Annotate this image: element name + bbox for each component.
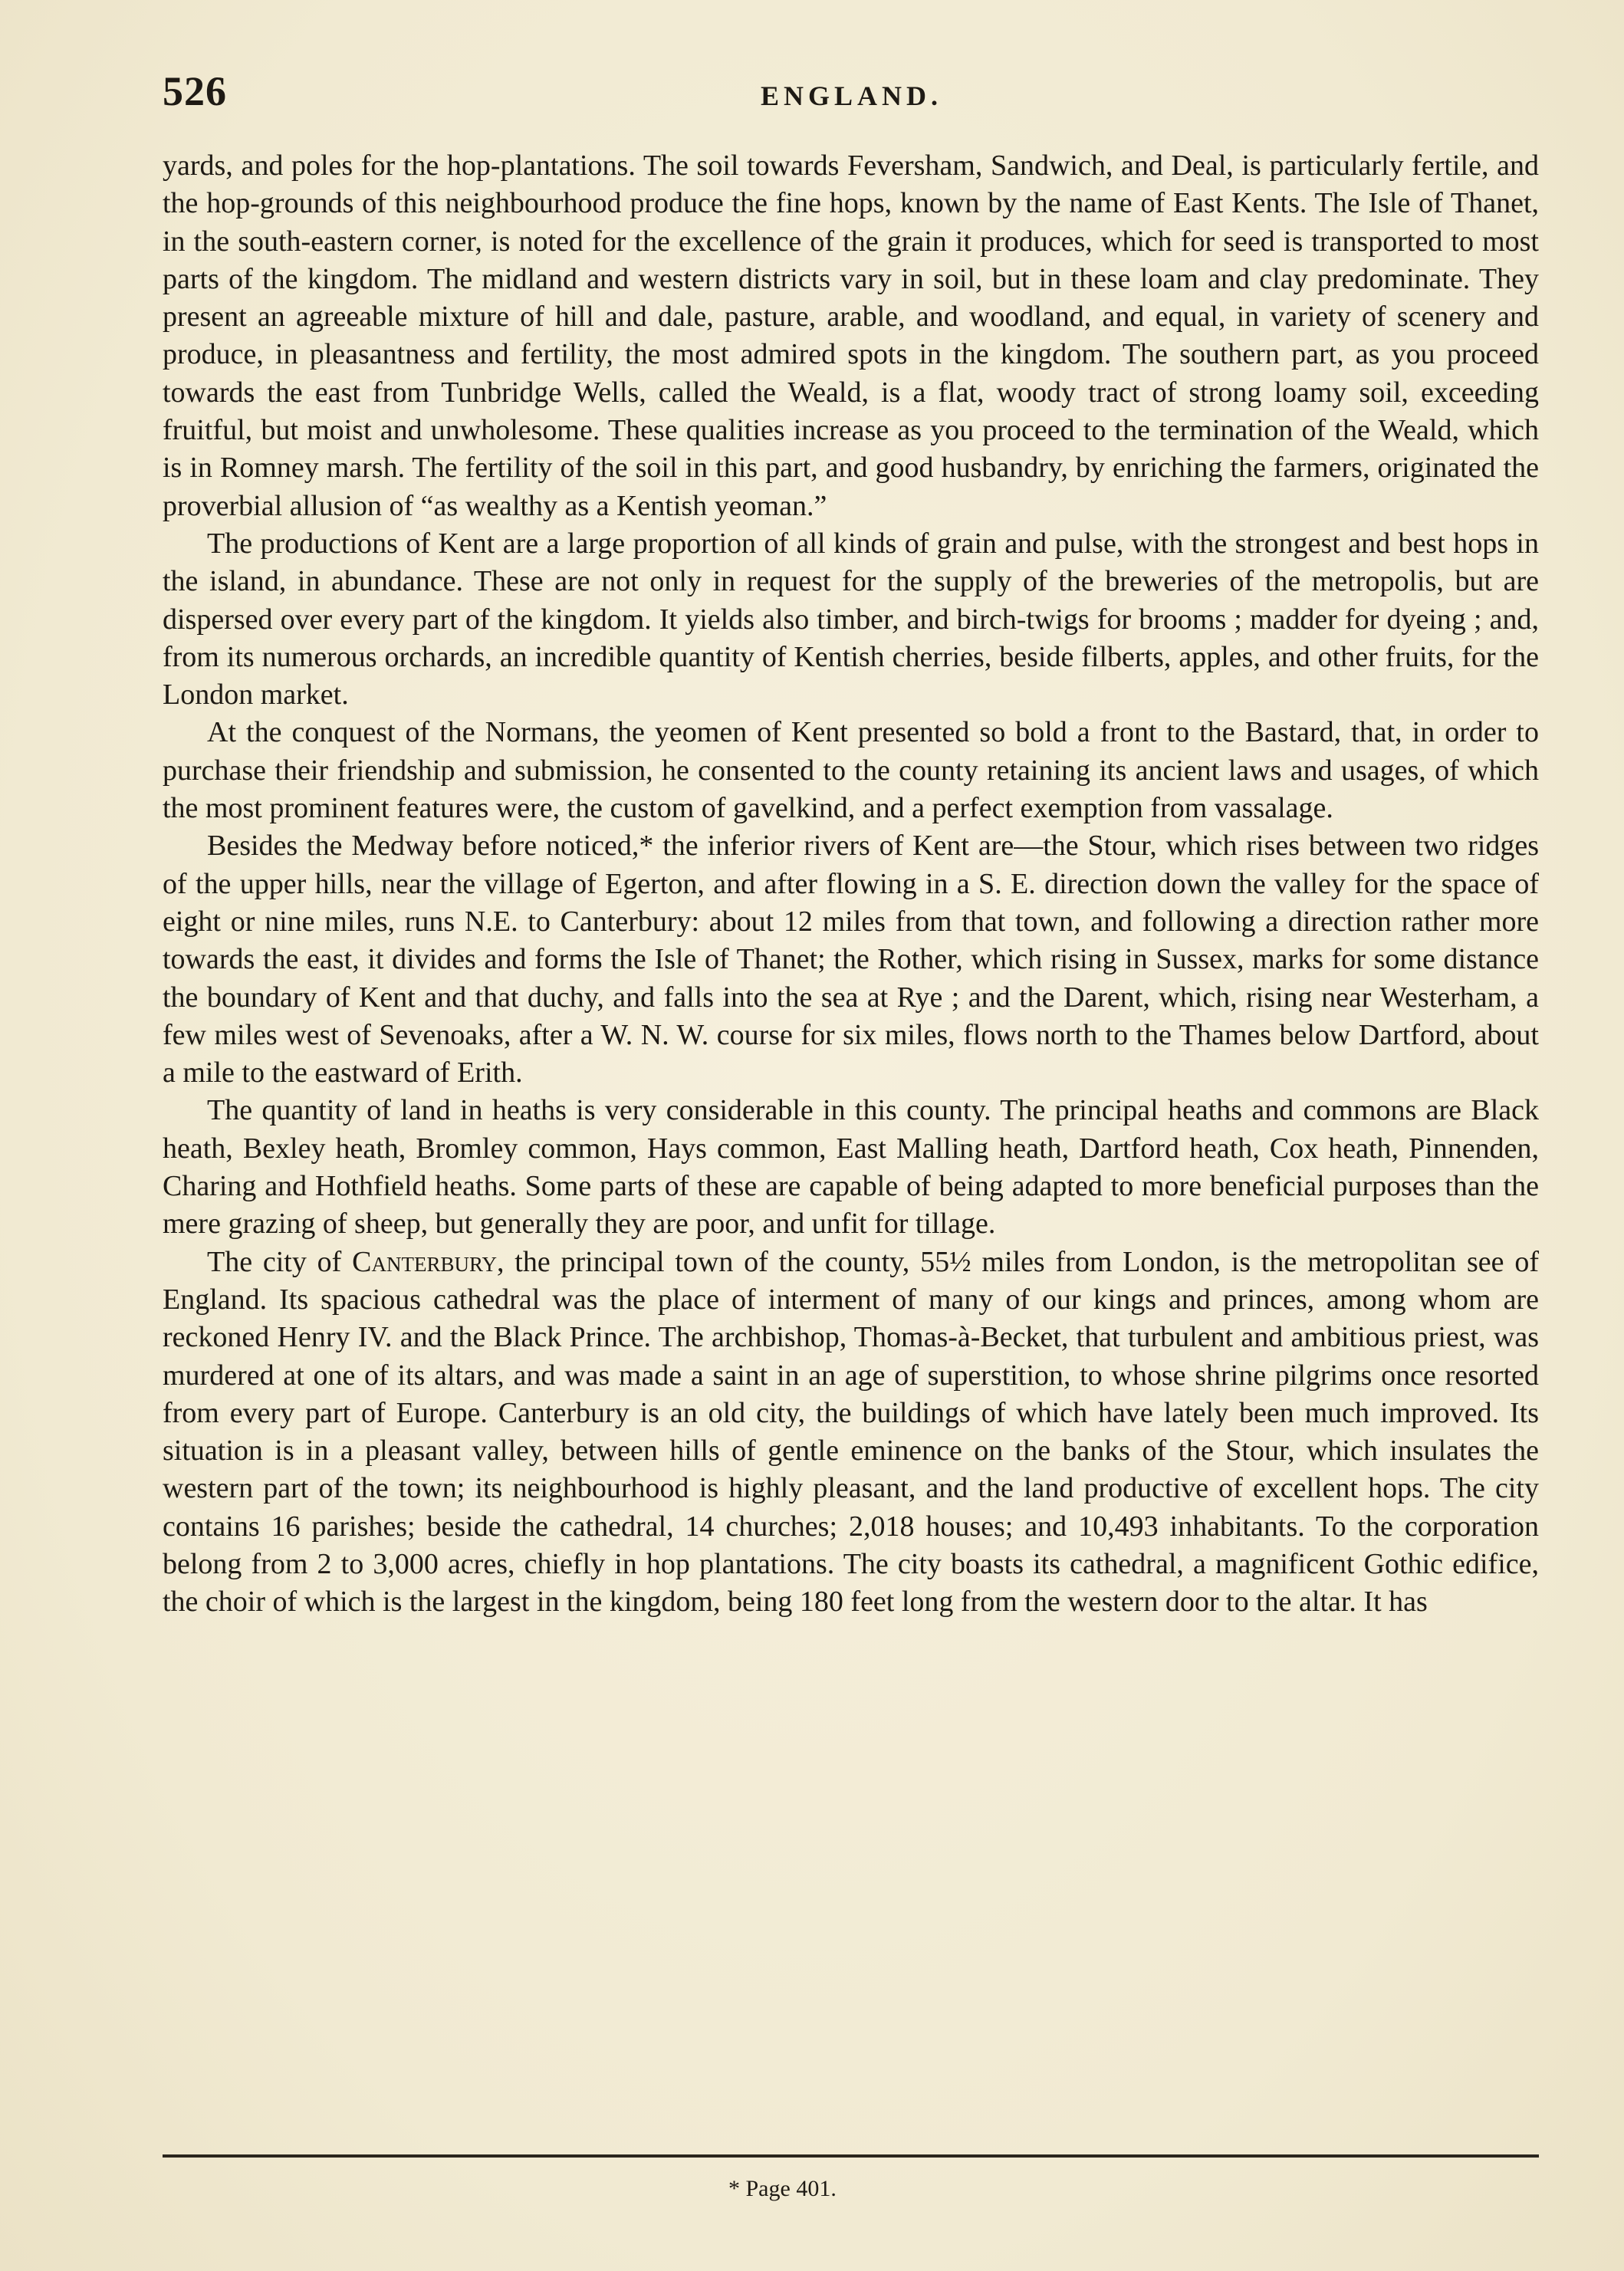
paragraph-soil: yards, and poles for the hop-plantations. The soil towards Feversham, Sandwich, and Deal, is particularly fertile, and the hop-grounds of this neighbourhood produce the fine hops, known by the name of East Kents. The Isle of Thanet, in the south-eastern corner, is noted for the excellence of the grain it produces, which for seed is transported to most parts of the kingdom. The midland and western districts vary in soil, but in these loam and clay predominate. They present an agreeable mixture of hill and dale, pasture, arable, and woodland, and equal, in variety of scenery and produce, in pleasantness and fertility, the most admired spots in the kingdom. The southern part, as you proceed towards the east from Tunbridge Wells, called the Weald, is a flat, woody tract of strong loamy soil, exceeding fruitful, but moist and unwholesome. These qualities increase as you proceed to the termination of the Weald, which is in Romney marsh. The fertility of the soil in this part, and good husbandry, by enriching the farmers, originated the proverbial allusion of “as wealthy as a Kentish yeoman.” — [163, 150, 1539, 522]
canterbury-body: , the principal town of the county, 55½ miles from London, is the metropolitan see of England. Its spacious cathedral was the place of interment of many of our kings and princes, among whom are reckoned Henry IV. and the Black Prince. The archbishop, Thomas-à-Becket, that turbulent and ambitious priest, was murdered at one of its altars, and was made a saint in an age of superstition, to whose shrine pilgrims once resorted from every part of Europe. Canterbury is an old city, the buildings of which have lately been much improved. Its situation is in a pleasant valley, between hills of gentle eminence on the banks of the Stour, which insulates the western part of the town; its neighbourhood is highly pleasant, and the land productive of excellent hops. The city contains 16 parishes; beside the cathedral, 14 churches; 2,018 houses; and 10,493 inhabitants. To the corporation belong from 2 to 3,000 acres, chiefly in hop plantations. The city boasts its cathedral, a magnificent Gothic edifice, the choir of which is the largest in the kingdom, being 180 feet long from the western door to the altar. It has — [163, 1245, 1539, 1619]
paragraph-canterbury — [163, 1244, 1539, 1622]
paragraph-rivers: Besides the Medway before noticed,* the inferior rivers of Kent are—the Stour, which rises between two ridges of the upper hills, near the village of Egerton, and after flowing in a S. E. direction down the valley for the space of eight or nine miles, runs N.E. to Canterbury: about 12 miles from that town, and following a direction rather more towards the east, it divides and forms the Isle of Thanet; the Rother, which rising in Sussex, marks for some distance the boundary of Kent and that duchy, and falls into the sea at Rye ; and the Darent, which, rising near Westerham, a few miles west of Sevenoaks, after a W. N. W. course for six miles, flows north to the Thames below Dartford, about a mile to the eastward of Erith. — [163, 830, 1539, 1089]
canterbury-lead: The city of — [207, 1245, 353, 1278]
running-head: ENGLAND. — [761, 81, 943, 111]
page-header — [163, 67, 1509, 121]
body-text — [163, 147, 1539, 1622]
canterbury-name: Canterbury — [352, 1245, 497, 1278]
paragraph-normans: At the conquest of the Normans, the yeomen of Kent presented so bold a front to the Bastard, that, in order to purchase their friendship and submission, he consented to the county retaining its ancient laws and usages, of which the most prominent features were, the custom of gavelkind, and a perfect exemption from vassalage. — [163, 716, 1539, 825]
paragraph-heaths: The quantity of land in heaths is very considerable in this county. The principal heaths and commons are Black heath, Bexley heath, Bromley common, Hays common, East Malling heath, Dartford heath, Cox heath, Pinnenden, Charing and Hothfield heaths. Some parts of these are capable of being adapted to more beneficial purposes than the mere grazing of sheep, but generally they are poor, and unfit for tillage. — [163, 1094, 1539, 1241]
footnote-rule — [163, 2154, 1539, 2158]
paragraph-productions: The productions of Kent are a large proportion of all kinds of grain and pulse, with the strongest and best hops in the island, in abundance. These are not only in request for the supply of the breweries of the metropolis, but are dispersed over every part of the kingdom. It yields also timber, and birch-twigs for brooms ; madder for dyeing ; and, from its numerous orchards, an incredible quantity of Kentish cherries, beside filberts, apples, and other fruits, for the London market. — [163, 527, 1539, 712]
footnote: * Page 401. — [728, 2176, 837, 2201]
page-number: 526 — [163, 68, 227, 114]
